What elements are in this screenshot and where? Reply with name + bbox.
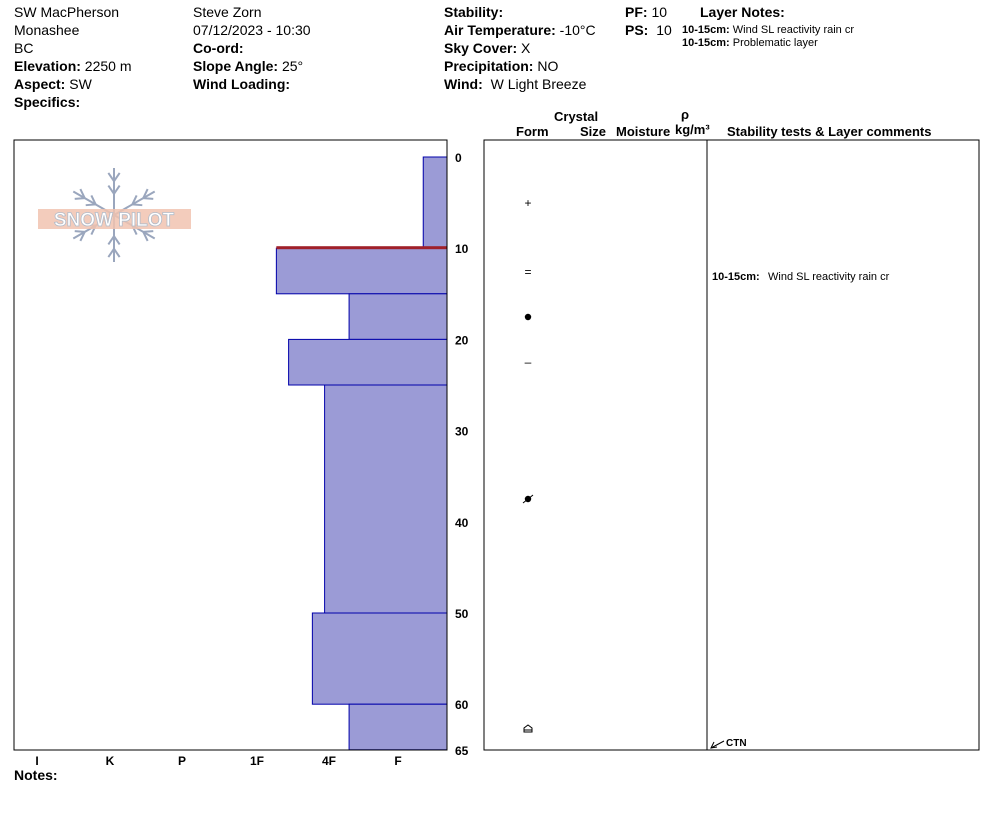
precip-value: NO <box>537 58 559 74</box>
snowpilot-logo <box>38 168 191 262</box>
air-temp-value: -10°C <box>559 22 596 38</box>
layer-bar <box>276 248 447 294</box>
wind-value: W Light Breeze <box>490 76 587 92</box>
snowflake-branch <box>132 204 142 205</box>
region: BC <box>14 40 34 56</box>
pf-value: 10 <box>651 4 668 20</box>
aspect-label: Aspect: <box>14 76 66 92</box>
hardness-tick-label: K <box>105 754 115 768</box>
layer-bar <box>349 704 447 750</box>
wind-label: Wind: <box>444 76 483 92</box>
crystal-forms <box>523 196 533 732</box>
depth-tick-label: 40 <box>455 515 469 530</box>
depth-tick-label: 60 <box>455 698 469 713</box>
density-unit-header: kg/m³ <box>675 122 710 137</box>
snowflake-branch <box>143 231 153 232</box>
depth-tick-label: 20 <box>455 333 469 348</box>
layer-note-range: 10-15cm: <box>682 24 730 36</box>
depth-tick-label: 65 <box>455 744 469 758</box>
crystal-table-frame <box>484 140 707 750</box>
slope-label: Slope Angle: <box>193 58 279 74</box>
wind-loading-label: Wind Loading: <box>193 76 291 92</box>
observation-datetime: 07/12/2023 - 10:30 <box>193 22 311 38</box>
form-depth-hoar <box>524 725 532 732</box>
elevation-label: Elevation: <box>14 58 81 74</box>
ctn-label: CTN <box>726 738 747 749</box>
notes-label: Notes: <box>14 767 58 783</box>
hardness-bars <box>276 157 447 750</box>
crystal-header: Crystal <box>554 109 599 124</box>
critical-layer-line <box>276 246 447 249</box>
depth-tick-label: 0 <box>455 151 462 165</box>
stability-comment-text: Wind SL reactivity rain cr <box>768 271 890 283</box>
crystal-table-grid <box>484 140 667 750</box>
crystal-form-symbol: + <box>524 196 532 210</box>
layer-bar <box>289 339 447 385</box>
hardness-tick-label: P <box>177 754 187 768</box>
ps-value: 10 <box>656 22 672 38</box>
specifics-label: Specifics: <box>14 94 81 110</box>
form-rounded-grains <box>525 314 531 320</box>
layer-bar <box>423 157 447 248</box>
hardness-tick-label: 1F <box>249 754 265 768</box>
air-temp-label: Air Temperature: <box>444 22 556 38</box>
aspect-value: SW <box>69 76 92 92</box>
layer-note-text: Problematic layer <box>732 37 818 49</box>
hardness-tick-label: 4F <box>321 754 337 768</box>
snowflake-branch <box>75 231 85 232</box>
layer-bar <box>312 613 447 704</box>
mountain-range: Monashee <box>14 22 80 38</box>
density-symbol: ρ <box>681 107 690 122</box>
sky-label: Sky Cover: <box>444 40 518 56</box>
hardness-tick-label: F <box>394 754 402 768</box>
layer-note-text: Wind SL reactivity rain cr <box>732 24 855 36</box>
observer-name: Steve Zorn <box>193 4 262 20</box>
moisture-header: Moisture <box>616 124 671 139</box>
stability-comment-range: 10-15cm: <box>712 271 760 283</box>
size-header: Size <box>580 124 607 139</box>
form-header: Form <box>516 124 549 139</box>
depth-tick-label: 30 <box>455 424 469 439</box>
pf-label: PF: <box>625 4 648 20</box>
stability-label: Stability: <box>444 4 504 20</box>
sky-value: X <box>521 40 531 56</box>
location-name: SW MacPherson <box>14 4 120 20</box>
comments-header: Stability tests & Layer comments <box>727 124 932 139</box>
precip-label: Precipitation: <box>444 58 534 74</box>
snowflake-branch <box>86 204 96 205</box>
snowflake-branch <box>75 198 85 199</box>
critical-layer-marker <box>276 246 447 249</box>
snowflake-branch <box>143 198 153 199</box>
hardness-tick-label: I <box>35 754 39 768</box>
depth-tick-label: 10 <box>455 242 469 257</box>
layer-notes-title: Layer Notes: <box>700 4 785 20</box>
logo-text: SNOW PILOT <box>53 210 175 231</box>
depth-tick-label: 50 <box>455 607 469 621</box>
layer-bar <box>349 294 447 340</box>
crystal-form-symbol: – <box>524 355 532 369</box>
comments-frame <box>707 140 979 750</box>
layer-note-range: 10-15cm: <box>682 37 730 49</box>
crystal-form-symbol: = <box>524 265 532 279</box>
layer-bar <box>325 385 447 613</box>
elevation-value: 2250 m <box>84 58 132 74</box>
coord-label: Co-ord: <box>193 40 244 56</box>
ps-label: PS: <box>625 22 649 38</box>
slope-value: 25° <box>281 58 304 74</box>
